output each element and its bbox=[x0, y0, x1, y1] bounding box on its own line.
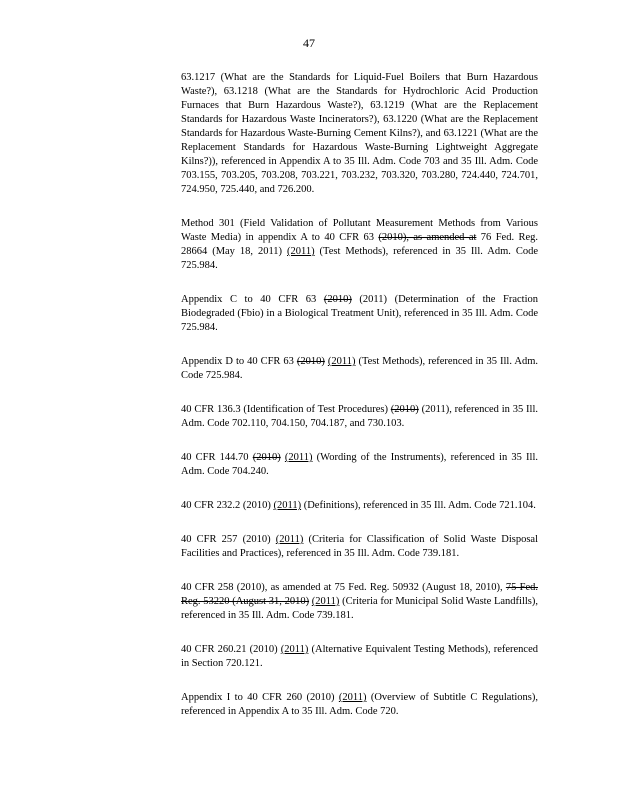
reference-paragraph bbox=[181, 643, 538, 671]
text-segment: (Wording of the Instruments), referenced in 35 Ill. Adm. Code 704.240. bbox=[181, 452, 538, 477]
text-segment: 40 CFR 257 (2010) bbox=[181, 534, 276, 545]
text-segment: 76 Fed. Reg. 28664 (May 18, 2011) bbox=[181, 232, 539, 257]
inserted-text: (2011) bbox=[275, 534, 304, 545]
text-segment: 40 CFR 136.3 (Identification of Test Procedures) bbox=[181, 404, 391, 415]
text-segment: Appendix C to 40 CFR 63 bbox=[181, 294, 324, 305]
deleted-text: (2010), as amended at bbox=[378, 232, 477, 243]
reference-paragraph bbox=[181, 581, 538, 623]
inserted-text: (2011) bbox=[327, 356, 356, 367]
reference-paragraph bbox=[181, 293, 538, 335]
page-number: 47 bbox=[303, 36, 315, 50]
deleted-text: (2010) bbox=[296, 356, 325, 367]
deleted-text: (2010) bbox=[390, 404, 419, 415]
inserted-text: (2011) bbox=[338, 692, 367, 703]
inserted-text: (2011) bbox=[273, 500, 302, 511]
text-segment: 63.1217 (What are the Standards for Liquid-Fuel Boilers that Burn Hazardous Waste?), 63.1218 (What are the Standards for Hydrochloric Acid Production Furnaces that Burn Hazardous Waste?), 63.1219 (What are the Replacement Standards for Hazardous Waste Incinerators?), 63.1220 (What are the Replacement Standards for Hazardous Waste-Burning Cement Kilns?), and 63.1221 (What are the Replacement Standards for Hazardous Waste-Burning Lightweight Aggregate Kilns?)), referenced in Appendix A to 35 Ill. Adm. Code 703 and 35 Ill. Adm. Code 703.155, 703.205, 703.208, 703.221, 703.232, 703.320, 703.280, 724.440, 724.701, 724.950, 725.440, and 726.200. bbox=[181, 72, 538, 195]
inserted-text: (2011) bbox=[287, 246, 315, 257]
inserted-text: (2011) bbox=[311, 596, 340, 607]
reference-paragraph bbox=[181, 355, 538, 383]
text-segment: (2011), referenced in 35 Ill. Adm. Code 702.110, 704.150, 704.187, and 730.103. bbox=[181, 404, 538, 429]
inserted-text: (2011) bbox=[280, 644, 309, 655]
text-segment: 40 CFR 144.70 bbox=[181, 452, 253, 463]
reference-paragraph bbox=[181, 691, 538, 719]
deleted-text: 75 Fed. Reg. 53220 (August 31, 2010) bbox=[181, 582, 538, 607]
reference-paragraph bbox=[181, 217, 538, 273]
text-segment: 40 CFR 232.2 (2010) bbox=[181, 500, 274, 511]
reference-paragraph bbox=[181, 499, 538, 513]
text-segment: Method 301 (Field Validation of Pollutant Measurement Methods from Various Waste Media) in appendix A to 40 CFR 63 bbox=[181, 218, 538, 243]
inserted-text: (2011) bbox=[284, 452, 313, 463]
text-segment: Appendix I to 40 CFR 260 (2010) bbox=[181, 692, 339, 703]
deleted-text: (2010) bbox=[323, 294, 352, 305]
text-segment: (Criteria for Municipal Solid Waste Landfills), referenced in 35 Ill. Adm. Code 739.181. bbox=[181, 596, 538, 621]
text-segment: (Overview of Subtitle C Regulations), referenced in Appendix A to 35 Ill. Adm. Code 720. bbox=[181, 692, 538, 717]
text-segment: 40 CFR 258 (2010), as amended at 75 Fed. Reg. 50932 (August 18, 2010), bbox=[181, 582, 506, 593]
reference-paragraph bbox=[181, 533, 538, 561]
document-body bbox=[181, 71, 538, 739]
reference-paragraph bbox=[181, 71, 538, 197]
text-segment: (Alternative Equivalent Testing Methods), referenced in Section 720.121. bbox=[181, 644, 538, 669]
text-segment: 40 CFR 260.21 (2010) bbox=[181, 644, 281, 655]
text-segment: (Test Methods), referenced in 35 Ill. Adm. Code 725.984. bbox=[181, 356, 538, 381]
text-segment: Appendix D to 40 CFR 63 bbox=[181, 356, 297, 367]
reference-paragraph bbox=[181, 403, 538, 431]
deleted-text: (2010) bbox=[252, 452, 281, 463]
reference-paragraph bbox=[181, 451, 538, 479]
text-segment: (Criteria for Classification of Solid Waste Disposal Facilities and Practices), referenced in 35 Ill. Adm. Code 739.181. bbox=[181, 534, 538, 559]
text-segment: (Test Methods), referenced in 35 Ill. Adm. Code 725.984. bbox=[181, 246, 538, 271]
text-segment: (Definitions), referenced in 35 Ill. Adm. Code 721.104. bbox=[301, 500, 536, 511]
text-segment: (2011) (Determination of the Fraction Biodegraded (Fbio) in a Biological Treatment Unit), referenced in 35 Ill. Adm. Code 725.984. bbox=[181, 294, 538, 333]
